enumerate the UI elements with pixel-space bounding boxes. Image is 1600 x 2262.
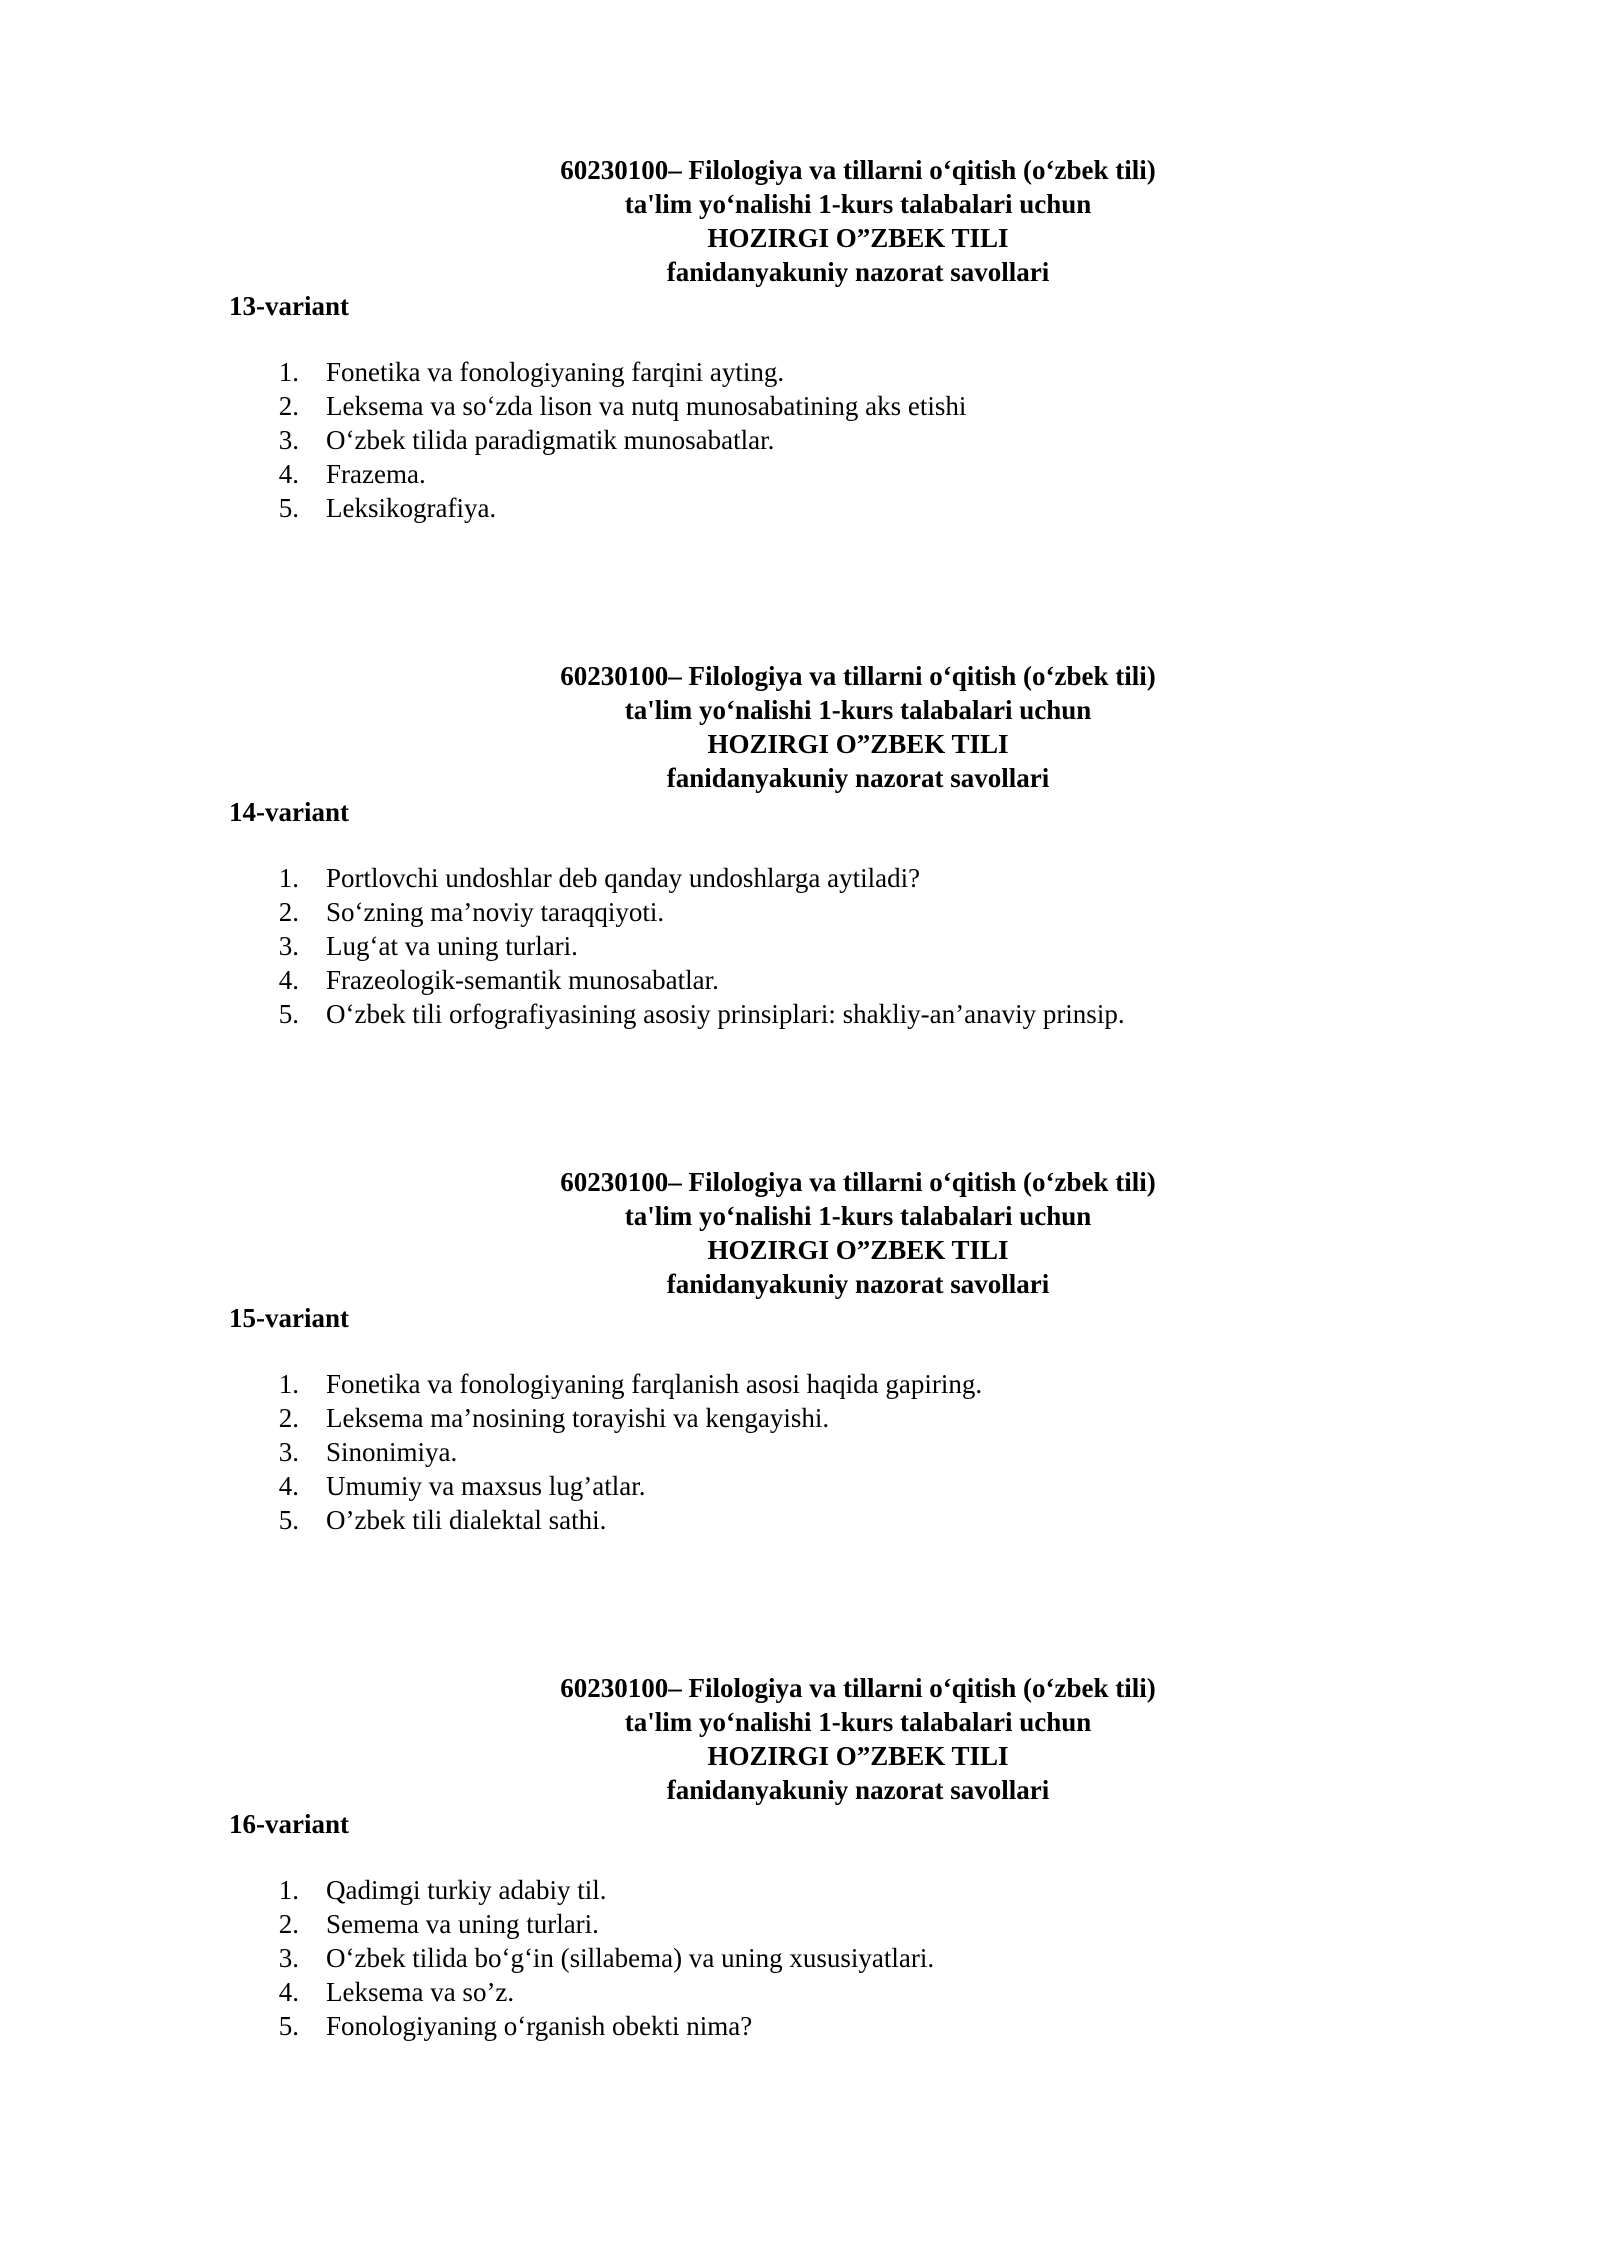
question-text: Frazema. — [326, 459, 426, 489]
question-text: O’zbek tili dialektal sathi. — [326, 1505, 607, 1535]
question-text: Umumiy va maxsus lug’atlar. — [326, 1471, 646, 1501]
variant-label: 14-variant — [229, 797, 349, 827]
section-header — [560, 659, 1156, 795]
header-course-line: ta'lim yo‘nalishi 1-kurs talabalari uchun — [624, 1201, 1092, 1231]
header-course-line: ta'lim yo‘nalishi 1-kurs talabalari uchun — [624, 1707, 1092, 1737]
question-text: Qadimgi turkiy adabiy til. — [326, 1875, 607, 1905]
question-text: Leksikografiya. — [326, 493, 497, 523]
header-program-line: 60230100– Filologiya va tillarni o‘qitish (o‘zbek tili) — [560, 1167, 1156, 1197]
question-number: 1. — [278, 357, 299, 387]
variant-label: 13-variant — [229, 291, 349, 321]
variant-section-13 — [0, 153, 1600, 593]
variant-section-16 — [0, 1671, 1600, 2111]
question-number: 2. — [278, 391, 299, 421]
header-exam-line: fanidanyakuniy nazorat savollari — [666, 1269, 1050, 1299]
question-text: Lug‘at va uning turlari. — [326, 931, 578, 961]
question-number: 4. — [278, 459, 299, 489]
question-number: 3. — [278, 425, 299, 455]
question-text: Leksema va so’z. — [326, 1977, 515, 2007]
section-header — [560, 153, 1156, 289]
question-text: O‘zbek tilida paradigmatik munosabatlar. — [326, 425, 775, 455]
question-text: Frazeologik-semantik munosabatlar. — [326, 965, 719, 995]
question-text: So‘zning ma’noviy taraqqiyoti. — [326, 897, 665, 927]
header-program-line: 60230100– Filologiya va tillarni o‘qitish (o‘zbek tili) — [560, 1673, 1156, 1703]
question-number: 3. — [278, 1943, 299, 1973]
question-number: 5. — [278, 493, 299, 523]
variant-label: 15-variant — [229, 1303, 349, 1333]
question-number: 1. — [278, 1875, 299, 1905]
question-number: 3. — [278, 931, 299, 961]
question-text: Leksema ma’nosining torayishi va kengayishi. — [326, 1403, 830, 1433]
question-number: 4. — [278, 1977, 299, 2007]
question-text: Leksema va so‘zda lison va nutq munosabatining aks etishi — [326, 391, 967, 421]
header-subject-line: HOZIRGI O”ZBEK TILI — [707, 223, 1009, 253]
header-course-line: ta'lim yo‘nalishi 1-kurs talabalari uchun — [624, 695, 1092, 725]
question-number: 1. — [278, 863, 299, 893]
question-text: Fonetika va fonologiyaning farqlanish asosi haqida gapiring. — [326, 1369, 983, 1399]
question-number: 1. — [278, 1369, 299, 1399]
header-program-line: 60230100– Filologiya va tillarni o‘qitish (o‘zbek tili) — [560, 155, 1156, 185]
header-subject-line: HOZIRGI O”ZBEK TILI — [707, 729, 1009, 759]
variant-section-14 — [0, 659, 1600, 1099]
question-number: 2. — [278, 1909, 299, 1939]
question-number: 2. — [278, 1403, 299, 1433]
question-text: Fonologiyaning o‘rganish obekti nima? — [326, 2011, 753, 2041]
question-text: O‘zbek tilida bo‘g‘in (sillabema) va uning xususiyatlari. — [326, 1943, 935, 1973]
header-subject-line: HOZIRGI O”ZBEK TILI — [707, 1741, 1009, 1771]
question-text: O‘zbek tili orfografiyasining asosiy prinsiplari: shakliy-an’anaviy prinsip. — [326, 999, 1125, 1029]
variant-label: 16-variant — [229, 1809, 349, 1839]
question-text: Semema va uning turlari. — [326, 1909, 599, 1939]
section-header — [560, 1165, 1156, 1301]
question-text: Portlovchi undoshlar deb qanday undoshlarga aytiladi? — [326, 863, 921, 893]
question-number: 5. — [278, 1505, 299, 1535]
question-number: 5. — [278, 999, 299, 1029]
header-exam-line: fanidanyakuniy nazorat savollari — [666, 1775, 1050, 1805]
section-header — [560, 1671, 1156, 1807]
header-exam-line: fanidanyakuniy nazorat savollari — [666, 763, 1050, 793]
header-exam-line: fanidanyakuniy nazorat savollari — [666, 257, 1050, 287]
header-program-line: 60230100– Filologiya va tillarni o‘qitish (o‘zbek tili) — [560, 661, 1156, 691]
header-subject-line: HOZIRGI O”ZBEK TILI — [707, 1235, 1009, 1265]
header-course-line: ta'lim yo‘nalishi 1-kurs talabalari uchun — [624, 189, 1092, 219]
variant-section-15 — [0, 1165, 1600, 1605]
question-number: 4. — [278, 1471, 299, 1501]
question-number: 3. — [278, 1437, 299, 1467]
question-text: Fonetika va fonologiyaning farqini ayting. — [326, 357, 785, 387]
question-number: 4. — [278, 965, 299, 995]
question-text: Sinonimiya. — [326, 1437, 458, 1467]
question-number: 2. — [278, 897, 299, 927]
question-number: 5. — [278, 2011, 299, 2041]
